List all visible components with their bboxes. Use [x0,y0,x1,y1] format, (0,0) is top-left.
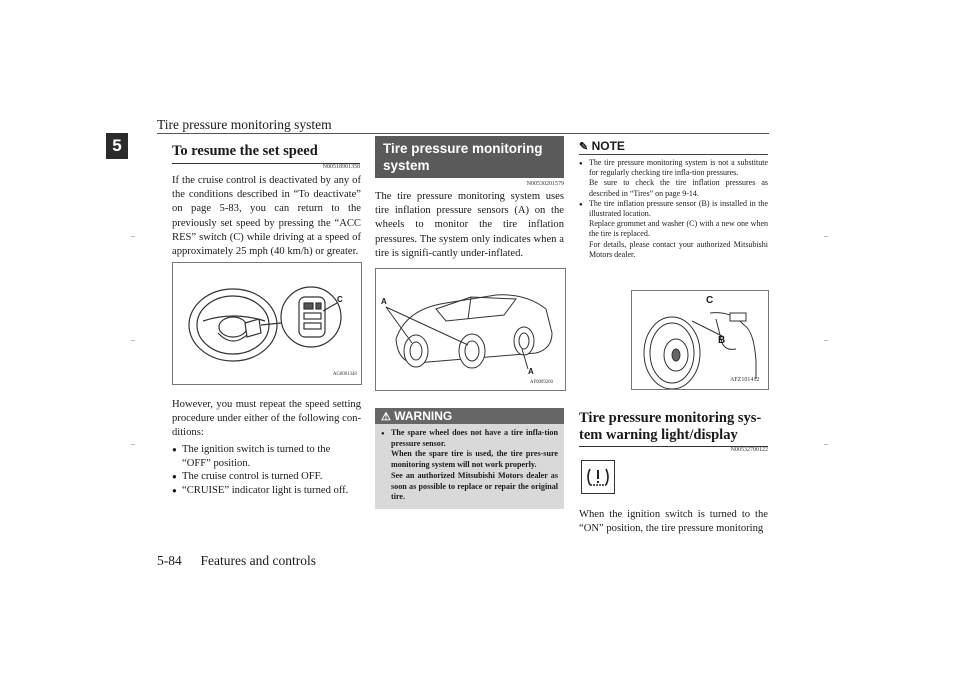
warning-list [381,428,558,449]
list-item: ● The cruise control is turned OFF. [172,470,361,484]
callout-c: C [706,295,714,306]
figure-code: AF0009260 [530,380,553,385]
figure-code: AFZ101412 [730,377,760,383]
running-header-title: Tire pressure monitoring system [157,117,332,132]
chapter-name: Features and controls [200,553,316,568]
tpms-warning-light-icon [581,460,615,494]
note-item-sub: Replace grommet and washer (C) with a new one when the tire is replaced. [589,219,768,239]
section-code: N00530201579 [526,181,564,187]
warning-sub: See an authorized Mitsubishi Motors dealer as soon as possible to replace or repair the original tire. [391,470,558,502]
callout-c: C [337,295,343,304]
note-title: NOTE [591,139,625,153]
steering-wheel-illustration [173,263,361,384]
tpms-paragraph: The tire pressure monitoring system uses tire inflation pressure sensors (A) on the wheels to monitor the tire inflation pressures. The system only indicates when a tire is signifi-cantly under-inflated. [375,191,564,259]
note-body [579,155,768,260]
resume-speed-paragraph: If the cruise control is deactivated by any of the conditions described in “To deactivate” on page 5-83, you can return to the previously set speed by pressing the “ACC RES” switch (C) while driving at a speed of approximately 25 mph (40 km/h) or greater. [172,175,361,258]
tire-exclamation-icon [582,461,614,493]
note-item [579,158,768,199]
note-item-text: The tire pressure monitoring system is not a substitute for regularly checking tire infla-tion pressures. [589,158,768,178]
tire-illustration [632,291,768,389]
section-heading-resume-speed: To resume the set speed [172,143,360,164]
note-item-text: The tire inflation pressure sensor (B) is installed in the illustrated location. [589,198,768,219]
page-footer [157,553,316,569]
warning-item: ● The spare wheel does not have a tire infla-tion pressure sensor. [381,428,558,449]
page-number: 5-84 [157,553,182,568]
conditions-list [172,443,361,497]
chapter-tab: 5 [106,133,128,159]
figure-code: AG0001348 [333,372,357,377]
section-code: N00518901358 [322,164,360,170]
section-code: N00532700122 [730,447,768,453]
note-pen-icon: ✎ [579,141,589,153]
callout-a-bottom: A [528,367,534,376]
margin-tick [824,444,828,445]
margin-tick [824,236,828,237]
note-item [579,199,768,260]
callout-a-top: A [381,297,387,306]
callout-b: B [718,335,726,346]
warning-body [375,424,564,509]
warning-triangle-icon: ⚠ [381,411,391,423]
warning-title: WARNING [394,409,453,423]
header-rule [157,133,769,134]
note-item-sub: Be sure to check the tire inflation pressures as described in “Tires” on page 9-14. [589,178,768,198]
list-item: ● “CRUISE” indicator light is turned off. [172,484,361,498]
margin-tick [131,340,135,341]
warning-header [375,408,564,424]
margin-tick [131,444,135,445]
note-header [579,138,768,155]
margin-tick [131,236,135,237]
note-list [579,158,768,260]
car-illustration [376,269,565,390]
section-heading-tpms: Tire pressure monitoring system [375,136,564,178]
note-box [579,138,768,260]
car-sensors-figure [375,268,566,391]
steering-wheel-figure [172,262,362,385]
repeat-procedure-paragraph: However, you must repeat the speed setting procedure under either of the following con-ditions: [172,399,361,439]
tire-sensor-figure [631,290,769,390]
list-item: ● The ignition switch is turned to the “OFF” position. [172,443,361,470]
section-heading-warning-light: Tire pressure monitoring sys-tem warning light/display [579,410,768,447]
warning-box [375,408,564,509]
warning-sub: When the spare tire is used, the tire pres-sure monitoring system will not work properly. [391,449,558,470]
warning-light-paragraph: When the ignition switch is turned to the “ON” position, the tire pressure monitoring [579,509,768,535]
margin-tick [824,340,828,341]
note-item-sub: For details, please contact your authorized Mitsubishi Motors dealer. [589,239,768,259]
